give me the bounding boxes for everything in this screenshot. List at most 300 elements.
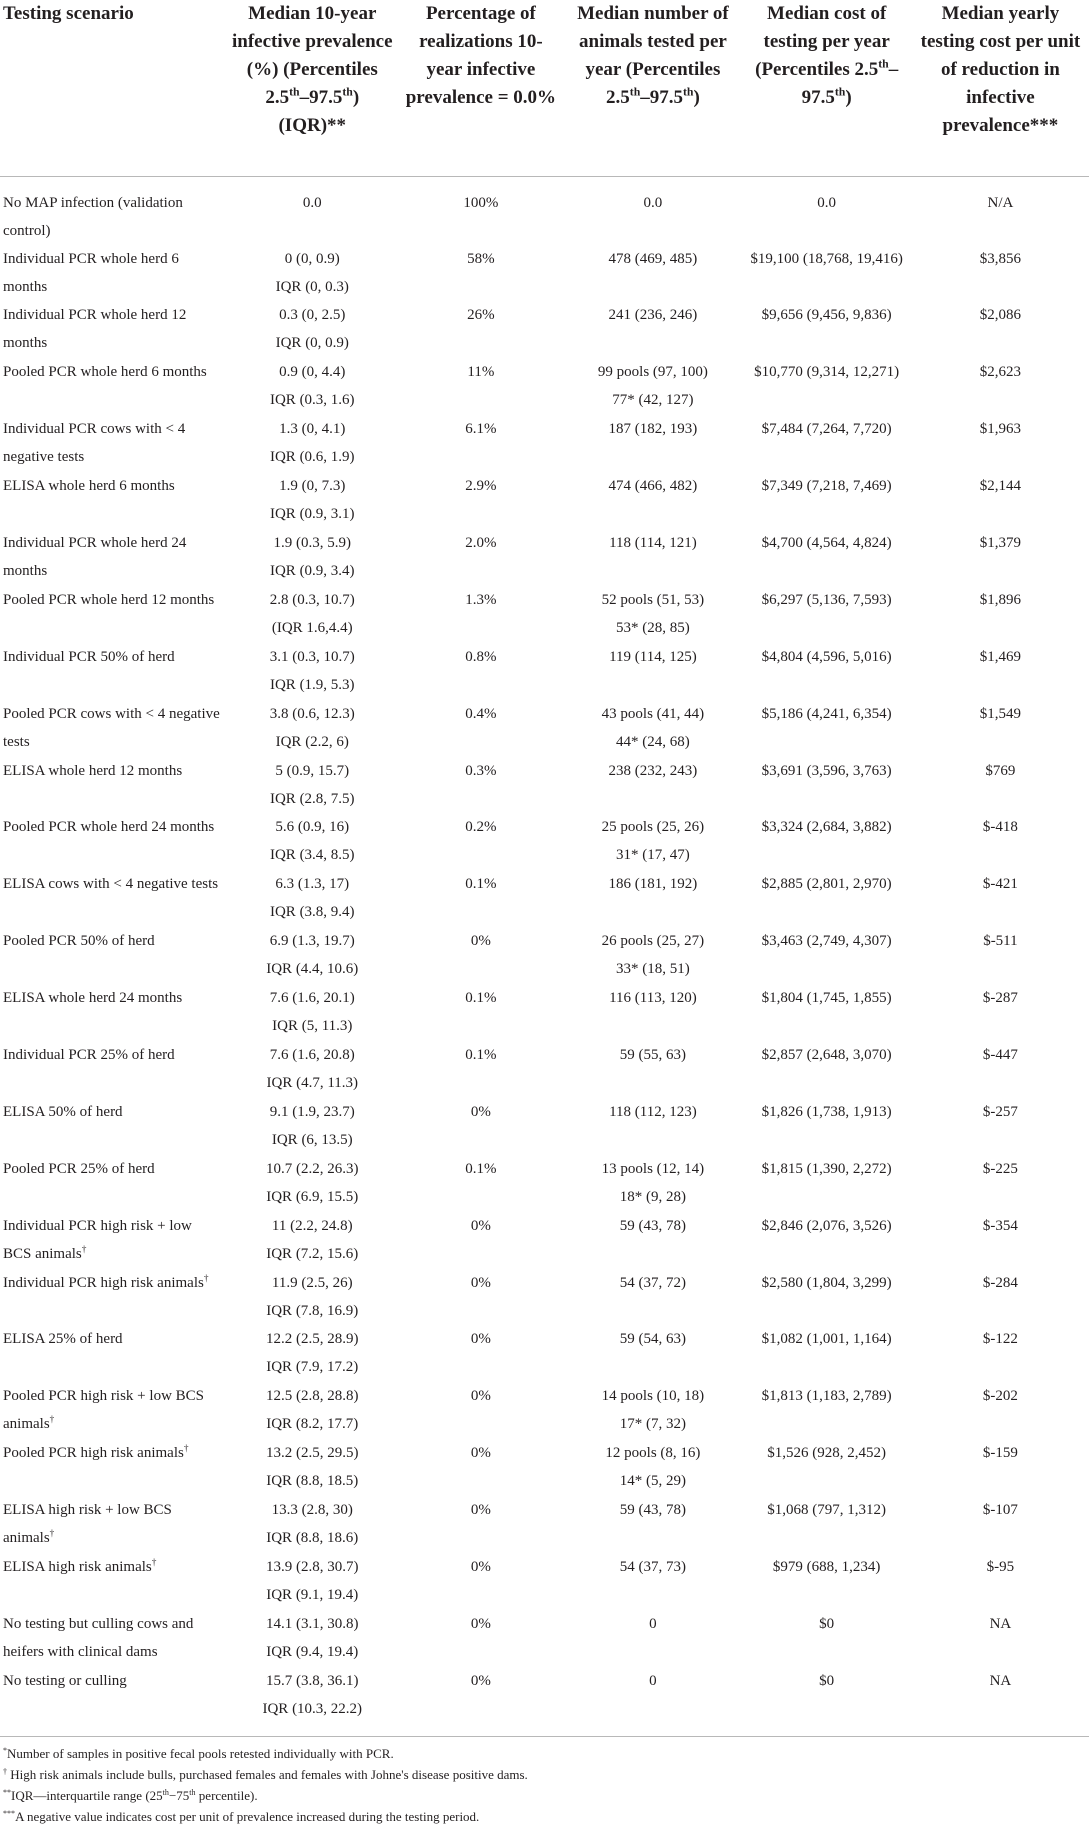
cell-percentage [397,1382,564,1439]
percentage-value: 0.4% [465,705,497,722]
percentage-value: 0.1% [465,1046,497,1063]
cell-animals [564,870,741,927]
prevalence-value: 12.5 (2.8, 28.8) [266,1388,359,1405]
cell-scenario [0,1155,227,1212]
cell-prevalence [227,1382,397,1439]
table-row [0,1325,1089,1382]
table-row [0,358,1089,415]
cell-percentage [397,415,564,472]
cost-per-unit-value: $-122 [982,1331,1018,1348]
cell-prevalence [227,870,397,927]
cell-prevalence [227,1553,397,1610]
cell-percentage [397,1667,564,1737]
retest-value: 18* (9, 28) [619,1188,687,1205]
scenario-label: No MAP infection (validation control) [3,194,183,239]
animals-value: 13 pools (12, 14) [601,1160,705,1177]
cell-scenario [0,529,227,586]
iqr-value: IQR (7.8, 16.9) [266,1302,359,1319]
iqr-value: IQR (10.3, 22.2) [262,1700,363,1717]
cost-per-unit-value: $-354 [982,1217,1018,1234]
cell-percentage [397,757,564,814]
table-row [0,586,1089,643]
cell-animals [564,757,741,814]
cell-percentage [397,472,564,529]
cell-animals [564,1667,741,1737]
percentage-value: 0% [470,1388,491,1405]
cell-prevalence [227,757,397,814]
percentage-value: 0% [470,1217,491,1234]
cell-cost [742,358,912,415]
cell-scenario [0,301,227,358]
header-animals-tested: Median number of animals tested per year (Percentiles 2.5th–97.5th) [577,3,729,108]
prevalence-value: 5.6 (0.9, 16) [275,819,350,836]
cell-animals [564,984,741,1041]
cell-percentage [397,1496,564,1553]
animals-value: 238 (232, 243) [608,762,698,779]
iqr-value: IQR (0.9, 3.4) [269,562,355,579]
cost-value: $1,813 (1,183, 2,789) [761,1388,892,1405]
cell-cost [742,1155,912,1212]
cell-cost [742,1325,912,1382]
cell-cost-per-unit [912,301,1089,358]
scenario-label: ELISA 50% of herd [3,1103,123,1120]
cost-per-unit-value: $-257 [982,1103,1018,1120]
cell-cost-per-unit [912,927,1089,984]
table-row [0,927,1089,984]
scenario-label: Pooled PCR 50% of herd [3,933,155,950]
table-row [0,529,1089,586]
cell-animals [564,1325,741,1382]
cell-prevalence [227,472,397,529]
cost-per-unit-value: $-107 [982,1502,1018,1519]
animals-value: 14 pools (10, 18) [601,1388,705,1405]
cell-percentage [397,176,564,245]
cost-value: $9,656 (9,456, 9,836) [761,307,892,324]
scenario-label: ELISA 25% of herd [3,1331,123,1348]
footnote-high-risk: † High risk animals include bulls, purchased females and females with Johne's disease positive dams. [3,1767,528,1783]
cell-animals [564,1155,741,1212]
dagger-marker: † [81,1244,87,1255]
cell-cost-per-unit [912,1610,1089,1667]
cell-prevalence [227,1439,397,1496]
cost-per-unit-value: $-95 [986,1558,1015,1575]
cost-per-unit-value: $3,856 [979,250,1022,267]
footnote-negative-value: ***A negative value indicates cost per unit of prevalence increased during the testing period. [3,1809,480,1825]
table-row [0,1496,1089,1553]
cell-animals [564,1269,741,1326]
cell-cost [742,1269,912,1326]
prevalence-value: 2.8 (0.3, 10.7) [269,591,355,608]
percentage-value: 0.2% [465,819,497,836]
cell-cost [742,984,912,1041]
footnote-retest: *Number of samples in positive fecal pools retested individually with PCR. [3,1746,394,1762]
cell-animals [564,1212,741,1269]
scenario-label: Pooled PCR whole herd 12 months [3,591,215,608]
cell-cost-per-unit [912,870,1089,927]
table-row [0,1269,1089,1326]
prevalence-value: 6.3 (1.3, 17) [275,876,350,893]
cell-scenario [0,176,227,245]
percentage-value: 0.1% [465,876,497,893]
table-row [0,643,1089,700]
table-row [0,1439,1089,1496]
cost-per-unit-value: $-202 [982,1388,1018,1405]
cost-per-unit-value: $2,623 [979,364,1022,381]
cell-scenario [0,415,227,472]
percentage-value: 0% [470,933,491,950]
cell-percentage [397,927,564,984]
prevalence-value: 6.9 (1.3, 19.7) [269,933,355,950]
cell-scenario [0,1041,227,1098]
cell-percentage [397,1212,564,1269]
cost-value: $3,691 (3,596, 3,763) [761,762,892,779]
cell-cost-per-unit [912,358,1089,415]
header-percentage-realizations: Percentage of realizations 10-year infective prevalence = 0.0% [405,3,557,108]
scenario-label: Pooled PCR 25% of herd [3,1160,155,1177]
cell-cost [742,1439,912,1496]
cell-cost-per-unit [912,757,1089,814]
cost-value: $2,885 (2,801, 2,970) [761,876,892,893]
iqr-value: IQR (9.4, 19.4) [266,1643,359,1660]
prevalence-value: 0 (0, 0.9) [284,250,340,267]
iqr-value: IQR (9.1, 19.4) [266,1586,359,1603]
header-testing-scenario: Testing scenario [3,3,134,24]
cell-percentage [397,870,564,927]
iqr-value: IQR (8.8, 18.5) [266,1473,359,1490]
animals-value: 52 pools (51, 53) [601,591,705,608]
cell-cost [742,700,912,757]
percentage-value: 26% [467,307,495,324]
cell-cost-per-unit [912,700,1089,757]
iqr-value: IQR (8.2, 17.7) [266,1416,359,1433]
iqr-value: IQR (2.2, 6) [275,733,349,750]
table-row [0,1041,1089,1098]
cost-value: $0 [819,1615,835,1632]
percentage-value: 11% [467,364,495,381]
scenario-label: ELISA high risk + low BCS animals [3,1502,172,1547]
scenario-label: Individual PCR high risk + low BCS animals [3,1217,192,1262]
cost-value: $979 (688, 1,234) [772,1558,881,1575]
cell-scenario [0,1610,227,1667]
cell-animals [564,586,741,643]
cell-cost-per-unit [912,1098,1089,1155]
percentage-value: 6.1% [465,421,497,438]
cell-animals [564,472,741,529]
percentage-value: 0% [470,1502,491,1519]
prevalence-value: 1.9 (0.3, 5.9) [273,534,352,551]
cost-per-unit-value: NA [989,1672,1012,1689]
prevalence-value: 15.7 (3.8, 36.1) [266,1672,359,1689]
animals-value: 474 (466, 482) [608,478,698,495]
cell-cost-per-unit [912,984,1089,1041]
cell-scenario [0,1325,227,1382]
header-median-prevalence: Median 10-year infective prevalence (%) (Percentiles 2.5th–97.5th) (IQR)** [231,3,393,136]
cost-value: $1,815 (1,390, 2,272) [761,1160,892,1177]
percentage-value: 0% [470,1445,491,1462]
table-row [0,1610,1089,1667]
iqr-value: IQR (0, 0.9) [275,335,349,352]
iqr-value: IQR (3.4, 8.5) [269,847,355,864]
cost-value: $7,349 (7,218, 7,469) [761,478,892,495]
scenario-label: Individual PCR high risk animals [3,1274,204,1291]
table-footnotes [0,1737,1089,1827]
animals-value: 59 (55, 63) [619,1046,687,1063]
cell-percentage [397,1439,564,1496]
table-row [0,176,1089,245]
prevalence-value: 0.9 (0, 4.4) [279,364,346,381]
animals-value: 43 pools (41, 44) [601,705,705,722]
iqr-value: IQR (4.4, 10.6) [266,961,359,978]
animals-value: 118 (112, 123) [609,1103,697,1120]
cell-animals [564,1382,741,1439]
cell-percentage [397,984,564,1041]
animals-value: 186 (181, 192) [608,876,698,893]
table-row [0,984,1089,1041]
cost-value: $5,186 (4,241, 6,354) [761,705,892,722]
cell-prevalence [227,1269,397,1326]
animals-value: 26 pools (25, 27) [601,933,705,950]
dagger-marker: † [183,1444,189,1455]
prevalence-value: 5 (0.9, 15.7) [275,762,350,779]
percentage-value: 0.1% [465,1160,497,1177]
prevalence-value: 3.8 (0.6, 12.3) [269,705,355,722]
cell-animals [564,1041,741,1098]
table-row [0,415,1089,472]
scenario-label: No testing but culling cows and heifers with clinical dams [3,1615,194,1660]
cell-percentage [397,1269,564,1326]
cell-prevalence [227,813,397,870]
iqr-value: IQR (0.6, 1.9) [269,449,355,466]
cell-percentage [397,1041,564,1098]
prevalence-value: 0.3 (0, 2.5) [279,307,346,324]
iqr-value: IQR (0.9, 3.1) [269,506,355,523]
prevalence-value: 12.2 (2.5, 28.9) [266,1331,359,1348]
cell-scenario [0,472,227,529]
animals-value: 99 pools (97, 100) [597,364,708,381]
cell-animals [564,301,741,358]
cost-value: $1,826 (1,738, 1,913) [761,1103,892,1120]
cell-cost-per-unit [912,586,1089,643]
animals-value: 12 pools (8, 16) [605,1445,701,1462]
cost-per-unit-value: $2,086 [979,307,1022,324]
cell-percentage [397,1098,564,1155]
cell-cost [742,415,912,472]
cost-per-unit-value: $1,896 [979,591,1022,608]
percentage-value: 0.3% [465,762,497,779]
cell-prevalence [227,529,397,586]
table-row [0,472,1089,529]
cell-cost-per-unit [912,1212,1089,1269]
cell-percentage [397,1610,564,1667]
scenario-label: No testing or culling [3,1672,127,1689]
cell-scenario [0,927,227,984]
cost-value: $1,082 (1,001, 1,164) [761,1331,892,1348]
cell-cost [742,301,912,358]
cell-cost-per-unit [912,529,1089,586]
header-cost-testing: Median cost of testing per year (Percentiles 2.5th–97.5th) [755,3,899,108]
cell-cost [742,927,912,984]
iqr-value: (IQR 1.6,4.4) [271,619,353,636]
cell-prevalence [227,1325,397,1382]
cell-prevalence [227,176,397,245]
retest-value: 14* (5, 29) [619,1473,687,1490]
retest-value: 17* (7, 32) [619,1416,687,1433]
prevalence-value: 9.1 (1.9, 23.7) [269,1103,355,1120]
animals-value: 478 (469, 485) [608,250,698,267]
scenario-label: Individual PCR whole herd 12 months [3,307,187,352]
cell-percentage [397,358,564,415]
cell-cost-per-unit [912,1382,1089,1439]
cell-cost [742,586,912,643]
cost-per-unit-value: $2,144 [979,478,1022,495]
cost-per-unit-value: $-287 [982,990,1018,1007]
percentage-value: 2.0% [465,534,497,551]
animals-value: 0 [649,1615,657,1632]
cell-scenario [0,700,227,757]
animals-value: 241 (236, 246) [608,307,698,324]
cell-scenario [0,1496,227,1553]
table-row [0,1553,1089,1610]
table-row [0,1212,1089,1269]
cell-cost [742,472,912,529]
cell-cost-per-unit [912,245,1089,302]
cell-animals [564,700,741,757]
cell-scenario [0,358,227,415]
retest-value: 77* (42, 127) [612,392,694,409]
cell-cost [742,529,912,586]
dagger-marker: † [49,1529,55,1540]
cell-cost-per-unit [912,1325,1089,1382]
cell-percentage [397,301,564,358]
cost-per-unit-value: $-421 [982,876,1018,893]
prevalence-value: 13.3 (2.8, 30) [271,1502,353,1519]
cell-cost [742,1496,912,1553]
cost-value: $2,846 (2,076, 3,526) [761,1217,892,1234]
cell-prevalence [227,1155,397,1212]
cell-cost-per-unit [912,1155,1089,1212]
prevalence-value: 14.1 (3.1, 30.8) [266,1615,359,1632]
animals-value: 118 (114, 121) [609,534,697,551]
cell-cost [742,870,912,927]
scenario-label: ELISA whole herd 6 months [3,478,175,495]
cost-value: $4,804 (4,596, 5,016) [761,648,892,665]
cell-cost [742,643,912,700]
scenario-label: Pooled PCR cows with < 4 negative tests [3,705,220,750]
cell-cost-per-unit [912,415,1089,472]
cost-value: $10,770 (9,314, 12,271) [754,364,900,381]
scenario-label: Pooled PCR high risk + low BCS animals [3,1388,204,1433]
cell-prevalence [227,245,397,302]
cell-percentage [397,643,564,700]
cell-prevalence [227,1610,397,1667]
cell-prevalence [227,1041,397,1098]
cell-animals [564,1610,741,1667]
prevalence-value: 0.0 [302,194,322,211]
cost-value: $19,100 (18,768, 19,416) [750,250,903,267]
cell-scenario [0,984,227,1041]
cell-cost [742,1098,912,1155]
scenario-label: ELISA whole herd 24 months [3,990,183,1007]
cell-animals [564,1553,741,1610]
percentage-value: 0% [470,1558,491,1575]
scenario-label: ELISA whole herd 12 months [3,762,183,779]
cell-scenario [0,870,227,927]
header-row [0,0,1089,176]
cell-percentage [397,586,564,643]
cost-per-unit-value: $1,379 [979,534,1022,551]
cell-animals [564,245,741,302]
cell-cost [742,245,912,302]
cost-per-unit-value: $1,469 [979,648,1022,665]
cost-per-unit-value: $-225 [982,1160,1018,1177]
cell-animals [564,643,741,700]
cell-cost [742,813,912,870]
retest-value: 33* (18, 51) [616,961,690,978]
cell-prevalence [227,1098,397,1155]
iqr-value: IQR (0.3, 1.6) [269,392,355,409]
percentage-value: 2.9% [465,478,497,495]
percentage-value: 0% [470,1274,491,1291]
cell-percentage [397,1553,564,1610]
cell-scenario [0,1269,227,1326]
cost-per-unit-value: $-159 [982,1445,1018,1462]
percentage-value: 0% [470,1672,491,1689]
animals-value: 0.0 [643,194,663,211]
cell-scenario [0,757,227,814]
cell-prevalence [227,301,397,358]
cell-prevalence [227,415,397,472]
prevalence-value: 1.3 (0, 4.1) [279,421,346,438]
cost-value: $6,297 (5,136, 7,593) [761,591,892,608]
cell-scenario [0,1212,227,1269]
animals-value: 54 (37, 72) [619,1274,687,1291]
prevalence-value: 10.7 (2.2, 26.3) [266,1160,359,1177]
cell-prevalence [227,358,397,415]
cell-scenario [0,813,227,870]
cell-percentage [397,529,564,586]
animals-value: 187 (182, 193) [608,421,698,438]
cost-value: $1,804 (1,745, 1,855) [761,990,892,1007]
cell-prevalence [227,1212,397,1269]
scenario-label: Pooled PCR whole herd 24 months [3,819,215,836]
cell-cost [742,757,912,814]
cell-cost-per-unit [912,472,1089,529]
cost-per-unit-value: $1,963 [979,421,1022,438]
cell-cost-per-unit [912,1041,1089,1098]
cell-scenario [0,1098,227,1155]
cost-value: $0 [819,1672,835,1689]
cell-scenario [0,586,227,643]
cost-per-unit-value: $-418 [982,819,1018,836]
cost-per-unit-value: $-511 [983,933,1018,950]
table-row [0,813,1089,870]
prevalence-value: 13.9 (2.8, 30.7) [266,1558,359,1575]
cell-percentage [397,245,564,302]
iqr-value: IQR (8.8, 18.6) [266,1530,359,1547]
cell-cost-per-unit [912,1439,1089,1496]
footnote-iqr: **IQR—interquartile range (25th−75th percentile). [3,1788,258,1804]
cell-cost [742,1041,912,1098]
cost-per-unit-value: $1,549 [979,705,1022,722]
cell-cost-per-unit [912,176,1089,245]
cost-per-unit-value: $-284 [982,1274,1018,1291]
cost-value: $2,580 (1,804, 3,299) [761,1274,892,1291]
cell-scenario [0,643,227,700]
iqr-value: IQR (0, 0.3) [275,278,349,295]
animals-value: 0 [649,1672,657,1689]
dagger-marker: † [203,1273,209,1284]
table-row [0,870,1089,927]
